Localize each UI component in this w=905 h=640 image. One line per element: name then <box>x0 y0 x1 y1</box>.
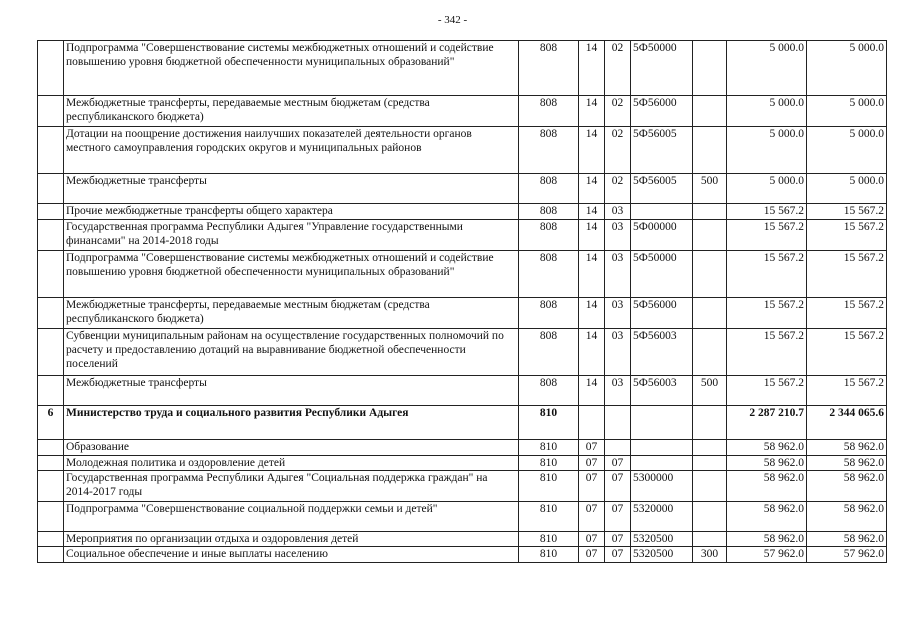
row-amount-year1-cell: 58 962.0 <box>727 456 807 471</box>
row-amount-year1-cell: 15 567.2 <box>727 376 807 406</box>
row-expense-type-cell <box>693 532 727 547</box>
row-ved-cell: 808 <box>519 174 579 204</box>
row-amount-year1-cell: 58 962.0 <box>727 532 807 547</box>
row-name-cell: Прочие межбюджетные трансферты общего характера <box>64 204 519 220</box>
row-number-cell <box>38 532 64 547</box>
row-subsection-cell: 03 <box>605 329 631 376</box>
row-expense-type-cell <box>693 456 727 471</box>
row-ved-cell: 808 <box>519 127 579 174</box>
row-amount-year2-cell: 15 567.2 <box>807 329 887 376</box>
row-target-article-cell: 5Ф50000 <box>631 251 693 298</box>
row-subsection-cell: 02 <box>605 41 631 96</box>
row-amount-year1-cell: 2 287 210.7 <box>727 406 807 440</box>
row-amount-year1-cell: 5 000.0 <box>727 127 807 174</box>
table-row <box>38 298 887 329</box>
row-amount-year2-cell: 5 000.0 <box>807 41 887 96</box>
row-number-cell <box>38 440 64 456</box>
row-number-cell <box>38 471 64 502</box>
row-amount-year1-cell: 58 962.0 <box>727 440 807 456</box>
row-section-cell: 14 <box>579 96 605 127</box>
row-target-article-cell: 5Ф56005 <box>631 127 693 174</box>
row-amount-year2-cell: 58 962.0 <box>807 456 887 471</box>
table-row <box>38 471 887 502</box>
row-expense-type-cell: 500 <box>693 174 727 204</box>
row-amount-year1-cell: 15 567.2 <box>727 220 807 251</box>
row-ved-cell: 808 <box>519 41 579 96</box>
row-section-cell: 07 <box>579 502 605 532</box>
row-target-article-cell: 5Ф00000 <box>631 220 693 251</box>
table-row <box>38 456 887 471</box>
table-row <box>38 251 887 298</box>
row-number-cell <box>38 547 64 563</box>
row-amount-year2-cell: 57 962.0 <box>807 547 887 563</box>
row-subsection-cell <box>605 406 631 440</box>
row-target-article-cell <box>631 440 693 456</box>
table-row <box>38 204 887 220</box>
row-amount-year2-cell: 58 962.0 <box>807 502 887 532</box>
row-name-cell: Подпрограмма "Совершенствование системы межбюджетных отношений и содействие повышению уровня бюджетной обеспеченности муниципальных образований" <box>64 41 519 96</box>
row-subsection-cell: 03 <box>605 220 631 251</box>
row-ved-cell: 810 <box>519 547 579 563</box>
row-expense-type-cell <box>693 329 727 376</box>
row-amount-year2-cell: 15 567.2 <box>807 204 887 220</box>
row-target-article-cell: 5Ф50000 <box>631 41 693 96</box>
row-name-cell: Межбюджетные трансферты <box>64 376 519 406</box>
row-amount-year1-cell: 15 567.2 <box>727 251 807 298</box>
table-row <box>38 174 887 204</box>
row-name-cell: Образование <box>64 440 519 456</box>
row-number-cell <box>38 456 64 471</box>
row-ved-cell: 808 <box>519 220 579 251</box>
row-expense-type-cell <box>693 220 727 251</box>
row-name-cell: Социальное обеспечение и иные выплаты населению <box>64 547 519 563</box>
row-amount-year1-cell: 15 567.2 <box>727 204 807 220</box>
budget-table <box>37 40 887 563</box>
row-name-cell: Межбюджетные трансферты, передаваемые местным бюджетам (средства республиканского бюджета) <box>64 298 519 329</box>
row-name-cell: Межбюджетные трансферты, передаваемые местным бюджетам (средства республиканского бюджета) <box>64 96 519 127</box>
row-expense-type-cell <box>693 127 727 174</box>
row-subsection-cell: 07 <box>605 502 631 532</box>
row-ved-cell: 810 <box>519 440 579 456</box>
row-amount-year2-cell: 15 567.2 <box>807 376 887 406</box>
row-name-cell: Государственная программа Республики Адыгея "Социальная поддержка граждан" на 2014-2017 годы <box>64 471 519 502</box>
row-subsection-cell: 03 <box>605 376 631 406</box>
row-name-cell: Межбюджетные трансферты <box>64 174 519 204</box>
row-ved-cell: 808 <box>519 204 579 220</box>
row-amount-year1-cell: 5 000.0 <box>727 41 807 96</box>
row-subsection-cell: 03 <box>605 298 631 329</box>
row-section-cell: 14 <box>579 298 605 329</box>
row-section-cell: 14 <box>579 220 605 251</box>
row-ved-cell: 808 <box>519 376 579 406</box>
row-expense-type-cell <box>693 406 727 440</box>
row-expense-type-cell <box>693 96 727 127</box>
table-row <box>38 547 887 563</box>
row-section-cell: 14 <box>579 41 605 96</box>
row-ved-cell: 808 <box>519 298 579 329</box>
row-target-article-cell <box>631 406 693 440</box>
row-expense-type-cell <box>693 41 727 96</box>
row-expense-type-cell <box>693 502 727 532</box>
row-amount-year1-cell: 58 962.0 <box>727 502 807 532</box>
row-expense-type-cell <box>693 298 727 329</box>
table-row <box>38 127 887 174</box>
row-target-article-cell: 5Ф56000 <box>631 298 693 329</box>
row-target-article-cell: 5300000 <box>631 471 693 502</box>
table-row <box>38 532 887 547</box>
row-name-cell: Мероприятия по организации отдыха и оздоровления детей <box>64 532 519 547</box>
row-amount-year1-cell: 5 000.0 <box>727 96 807 127</box>
row-number-cell: 6 <box>38 406 64 440</box>
row-section-cell: 14 <box>579 376 605 406</box>
table-row <box>38 376 887 406</box>
row-subsection-cell <box>605 440 631 456</box>
row-name-cell: Государственная программа Республики Адыгея "Управление государственными финансами" на 2014-2018 годы <box>64 220 519 251</box>
row-target-article-cell: 5Ф56000 <box>631 96 693 127</box>
row-expense-type-cell <box>693 204 727 220</box>
row-ved-cell: 810 <box>519 471 579 502</box>
row-ved-cell: 810 <box>519 532 579 547</box>
row-name-cell: Министерство труда и социального развития Республики Адыгея <box>64 406 519 440</box>
row-section-cell: 14 <box>579 329 605 376</box>
row-amount-year2-cell: 5 000.0 <box>807 174 887 204</box>
row-name-cell: Субвенции муниципальным районам на осуществление государственных полномочий по расчету и предоставлению дотаций на выравнивание бюджетной обеспеченности поселений <box>64 329 519 376</box>
row-name-cell: Дотации на поощрение достижения наилучших показателей деятельности органов местного самоуправления городских округов и муниципальных районов <box>64 127 519 174</box>
row-target-article-cell: 5Ф56005 <box>631 174 693 204</box>
row-section-cell: 07 <box>579 471 605 502</box>
row-amount-year2-cell: 58 962.0 <box>807 532 887 547</box>
row-target-article-cell: 5320500 <box>631 532 693 547</box>
row-section-cell: 14 <box>579 251 605 298</box>
row-subsection-cell: 07 <box>605 547 631 563</box>
row-name-cell: Подпрограмма "Совершенствование системы межбюджетных отношений и содействие повышению уровня бюджетной обеспеченности муниципальных образований" <box>64 251 519 298</box>
row-section-cell: 07 <box>579 456 605 471</box>
row-expense-type-cell: 500 <box>693 376 727 406</box>
row-target-article-cell: 5Ф56003 <box>631 376 693 406</box>
row-subsection-cell: 03 <box>605 204 631 220</box>
row-target-article-cell: 5320000 <box>631 502 693 532</box>
row-amount-year2-cell: 58 962.0 <box>807 440 887 456</box>
row-number-cell <box>38 41 64 96</box>
row-amount-year2-cell: 15 567.2 <box>807 298 887 329</box>
row-name-cell: Подпрограмма "Совершенствование социальной поддержки семьи и детей" <box>64 502 519 532</box>
row-section-cell: 07 <box>579 547 605 563</box>
row-section-cell <box>579 406 605 440</box>
row-amount-year2-cell: 15 567.2 <box>807 220 887 251</box>
row-ved-cell: 808 <box>519 96 579 127</box>
table-row <box>38 502 887 532</box>
row-number-cell <box>38 174 64 204</box>
row-subsection-cell: 02 <box>605 127 631 174</box>
row-number-cell <box>38 502 64 532</box>
row-subsection-cell: 07 <box>605 456 631 471</box>
table-row <box>38 96 887 127</box>
table-row <box>38 406 887 440</box>
row-ved-cell: 810 <box>519 502 579 532</box>
row-amount-year2-cell: 5 000.0 <box>807 127 887 174</box>
row-number-cell <box>38 329 64 376</box>
row-amount-year1-cell: 57 962.0 <box>727 547 807 563</box>
row-ved-cell: 810 <box>519 406 579 440</box>
row-amount-year1-cell: 15 567.2 <box>727 298 807 329</box>
row-section-cell: 07 <box>579 440 605 456</box>
row-amount-year1-cell: 58 962.0 <box>727 471 807 502</box>
table-row <box>38 41 887 96</box>
row-amount-year2-cell: 15 567.2 <box>807 251 887 298</box>
row-target-article-cell: 5320500 <box>631 547 693 563</box>
row-name-cell: Молодежная политика и оздоровление детей <box>64 456 519 471</box>
row-number-cell <box>38 220 64 251</box>
row-amount-year2-cell: 2 344 065.6 <box>807 406 887 440</box>
row-target-article-cell: 5Ф56003 <box>631 329 693 376</box>
row-section-cell: 07 <box>579 532 605 547</box>
row-subsection-cell: 07 <box>605 471 631 502</box>
row-amount-year1-cell: 5 000.0 <box>727 174 807 204</box>
row-number-cell <box>38 376 64 406</box>
row-subsection-cell: 02 <box>605 96 631 127</box>
row-target-article-cell <box>631 456 693 471</box>
table-row <box>38 440 887 456</box>
page-number: - 342 - <box>437 14 468 26</box>
row-subsection-cell: 03 <box>605 251 631 298</box>
row-section-cell: 14 <box>579 204 605 220</box>
row-number-cell <box>38 96 64 127</box>
row-ved-cell: 808 <box>519 251 579 298</box>
row-amount-year1-cell: 15 567.2 <box>727 329 807 376</box>
row-number-cell <box>38 127 64 174</box>
row-section-cell: 14 <box>579 174 605 204</box>
row-amount-year2-cell: 58 962.0 <box>807 471 887 502</box>
row-number-cell <box>38 204 64 220</box>
row-expense-type-cell <box>693 440 727 456</box>
row-subsection-cell: 07 <box>605 532 631 547</box>
row-number-cell <box>38 298 64 329</box>
row-ved-cell: 808 <box>519 329 579 376</box>
row-expense-type-cell: 300 <box>693 547 727 563</box>
row-amount-year2-cell: 5 000.0 <box>807 96 887 127</box>
table-row <box>38 329 887 376</box>
row-ved-cell: 810 <box>519 456 579 471</box>
row-subsection-cell: 02 <box>605 174 631 204</box>
row-expense-type-cell <box>693 251 727 298</box>
row-number-cell <box>38 251 64 298</box>
row-target-article-cell <box>631 204 693 220</box>
row-expense-type-cell <box>693 471 727 502</box>
table-row <box>38 220 887 251</box>
row-section-cell: 14 <box>579 127 605 174</box>
